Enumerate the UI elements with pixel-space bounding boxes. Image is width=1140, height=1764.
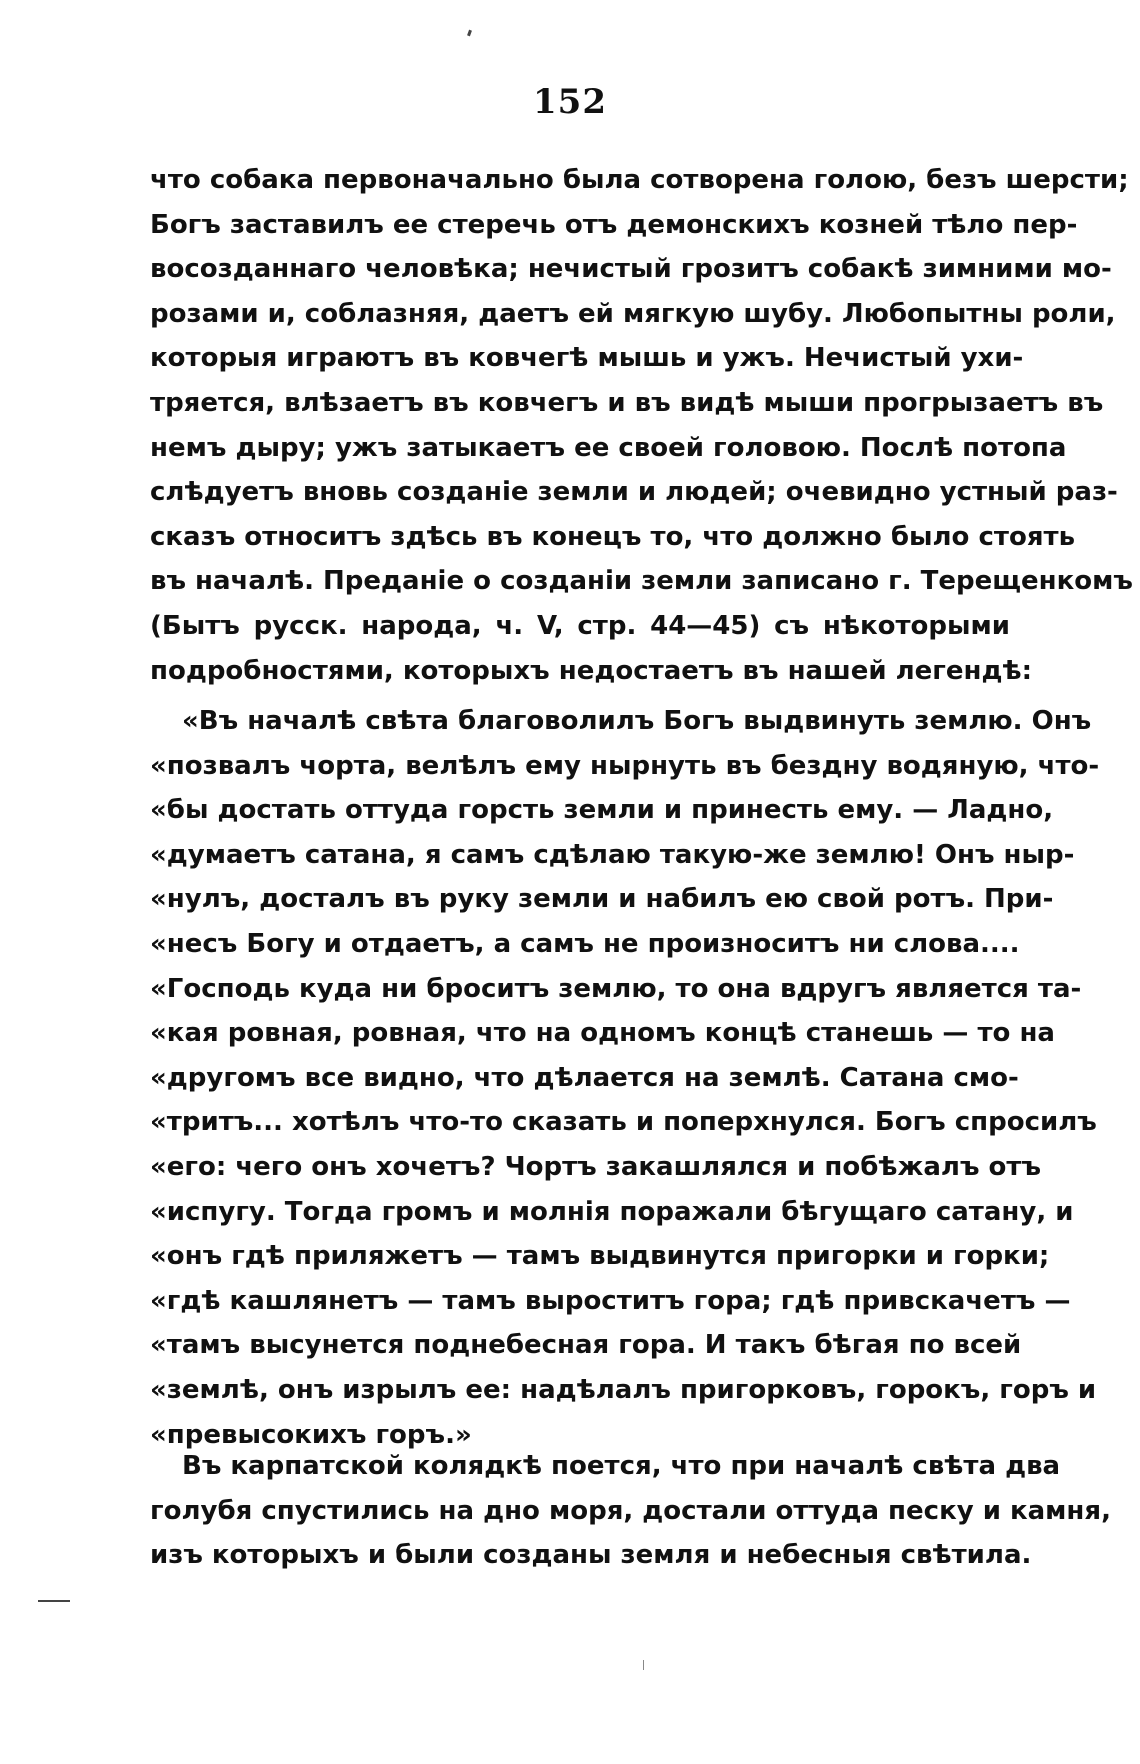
text-line: «тритъ... хотѣлъ что-то сказать и поперхнулся. Богъ спросилъ — [150, 1107, 1097, 1138]
text-line: тряется, влѣзаетъ въ ковчегъ и въ видѣ мыши прогрызаетъ въ — [150, 387, 1104, 418]
text-line: «Въ началѣ свѣта благоволилъ Богъ выдвинуть землю. Онъ — [182, 706, 1092, 736]
text-line: подробностями, которыхъ недостаетъ въ нашей легендѣ: — [150, 655, 1033, 686]
paragraph-1 — [150, 158, 1133, 693]
text-line: «позвалъ чорта, велѣлъ ему нырнуть въ бездну водяную, что- — [150, 750, 1100, 781]
text-line: Богъ заставилъ ее стеречь отъ демонскихъ козней тѣло пер- — [150, 209, 1078, 240]
text-line: сказъ относитъ здѣсь въ конецъ то, что должно было стоять — [150, 521, 1076, 552]
text-line: голубя спустились на дно моря, достали оттуда песку и камня, — [150, 1495, 1111, 1526]
text-line: «превысокихъ горъ.» — [150, 1419, 472, 1450]
text-line: «землѣ, онъ изрылъ ее: надѣлалъ пригорковъ, горокъ, горъ и — [150, 1374, 1097, 1405]
text-line: «его: чего онъ хочетъ? Чортъ закашлялся и побѣжалъ отъ — [150, 1151, 1042, 1182]
text-line: немъ дыру; ужъ затыкаетъ ее своей головою. Послѣ потопа — [150, 432, 1067, 463]
scan-speck — [643, 1660, 644, 1670]
paragraph-2-quote — [150, 699, 1100, 1457]
text-line: «бы достать оттуда горсть земли и принесть ему. — Ладно, — [150, 795, 1054, 826]
text-line: «кая ровная, ровная, что на одномъ концѣ станешь — то на — [150, 1018, 1055, 1049]
text-line: въ началѣ. Преданіе о созданіи земли записано г. Терещенкомъ — [150, 566, 1133, 597]
scan-margin-mark — [38, 1600, 70, 1602]
text-line: «другомъ все видно, что дѣлается на землѣ. Сатана смо- — [150, 1062, 1019, 1093]
text-line: что собака первоначально была сотворена голою, безъ шерсти; — [150, 165, 1129, 195]
text-line: «несъ Богу и отдаетъ, а самъ не произноситъ ни слова.... — [150, 928, 1020, 959]
text-line: «испугу. Тогда громъ и молнія поражали бѣгущаго сатану, и — [150, 1196, 1074, 1227]
text-line: «тамъ высунется поднебесная гора. И такъ бѣгая по всей — [150, 1330, 1022, 1361]
text-line: восозданнаго человѣка; нечистый грозитъ собакѣ зимними мо- — [150, 254, 1112, 285]
text-line: (Бытъ русск. народа, ч. V, стр. 44—45) съ нѣкоторыми — [150, 610, 1010, 641]
text-line: изъ которыхъ и были созданы земля и небесныя свѣтила. — [150, 1540, 1032, 1571]
text-line: «нулъ, досталъ въ руку земли и набилъ ею свой ротъ. При- — [150, 884, 1054, 915]
text-line: розами и, соблазняя, даетъ ей мягкую шубу. Любопытны роли, — [150, 298, 1116, 329]
text-line: «Господь куда ни броситъ землю, то она вдругъ является та- — [150, 973, 1082, 1004]
text-line: слѣдуетъ вновь созданіе земли и людей; очевидно устный раз- — [150, 477, 1118, 508]
page-number: 152 — [533, 82, 607, 122]
scan-speck — [467, 30, 472, 37]
paragraph-3 — [150, 1444, 1111, 1578]
text-line: Въ карпатской колядкѣ поется, что при началѣ свѣта два — [182, 1451, 1061, 1481]
text-line: которыя играютъ въ ковчегѣ мышь и ужъ. Нечистый ухи- — [150, 343, 1024, 374]
text-line: «онъ гдѣ приляжетъ — тамъ выдвинутся пригорки и горки; — [150, 1241, 1050, 1272]
text-line: «гдѣ кашлянетъ — тамъ выроститъ гора; гдѣ привскачетъ — — [150, 1285, 1071, 1316]
text-line: «думаетъ сатана, я самъ сдѣлаю такую-же землю! Онъ ныр- — [150, 839, 1075, 870]
